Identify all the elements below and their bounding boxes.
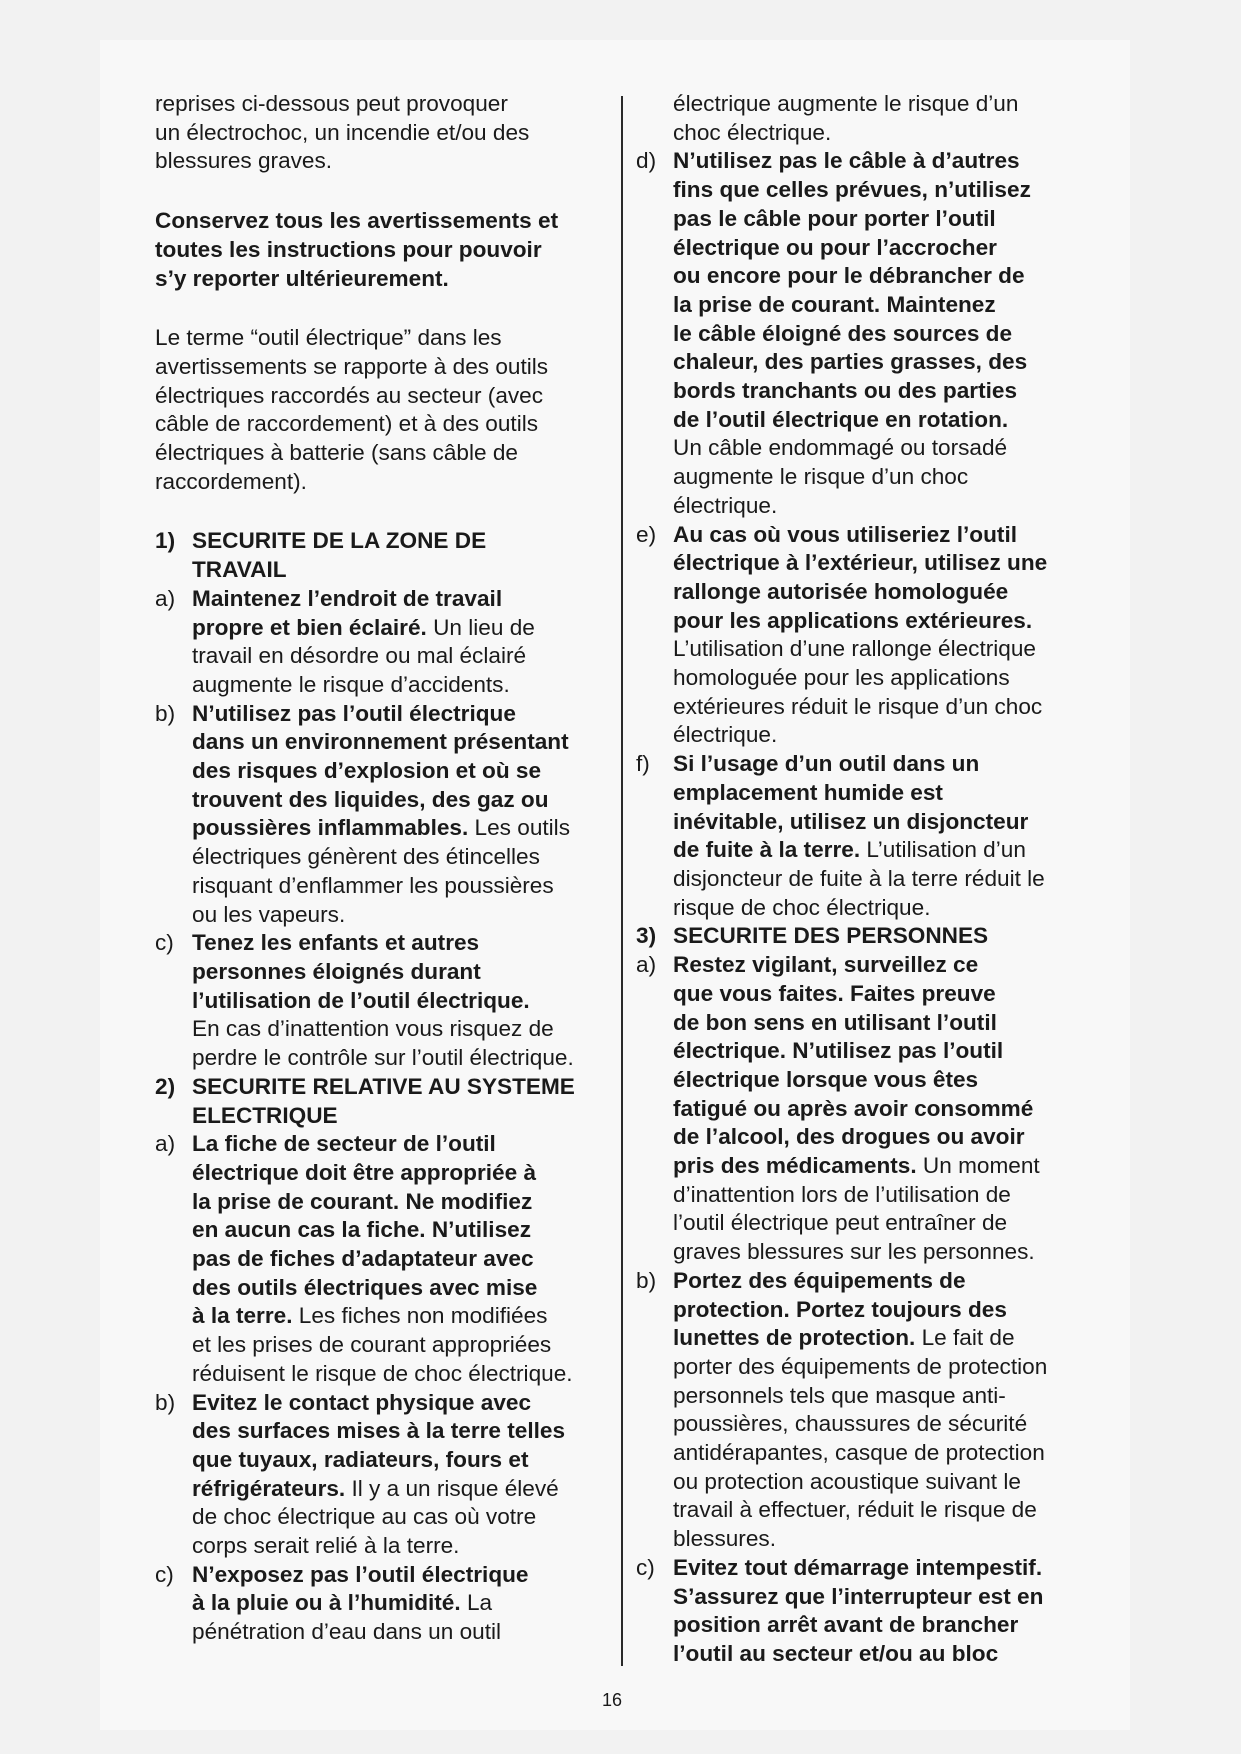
item-line [192,700,615,729]
item-line [192,958,615,987]
item-label: d) [636,148,657,174]
section-3-title-line: SECURITE DES PERSONNES [673,923,989,949]
item-line [673,176,1098,205]
item-bold-text: protection. Portez toujours des [673,1296,1007,1322]
item-line [673,291,1098,320]
item-line [673,1296,1098,1325]
item-bold-text: La fiche de secteur de l’outil [192,1131,496,1157]
intro-text-line: un électrochoc, un incendie et/ou des [155,119,530,145]
section-1-item [155,585,615,700]
spacer [155,293,615,324]
section-2-item [636,750,1098,922]
item-line [673,1583,1098,1612]
term-definition-line: Le terme “outil électrique” dans les [155,325,502,351]
item-line [673,1066,1098,1095]
item-bold-text: bords tranchants ou des parties [673,378,1018,404]
item-bold-text: poussières inflammables. [192,815,469,841]
keep-notice-line: s’y reporter ultérieurement. [155,265,449,291]
intro-text-line: blessures graves. [155,148,333,174]
item-normal-text: La [466,1590,493,1616]
item-bold-text: électrique. N’utilisez pas l’outil [673,1038,1004,1064]
item-line [673,1123,1098,1152]
continued-line: choc électrique. [673,119,832,145]
item-line [673,406,1098,435]
item-line [673,320,1098,349]
item-normal-line: homologuée pour les applications [673,665,1010,691]
term-definition [155,324,615,496]
item-line [673,205,1098,234]
item-bold-text: inévitable, utilisez un disjoncteur [673,808,1029,834]
item-label: b) [155,700,176,726]
spacer [155,496,615,527]
item-normal-text: Le fait de [921,1325,1015,1351]
item-bold-text: lunettes de protection. [673,1325,916,1351]
item-bold-text: personnes éloignés durant [192,958,481,984]
term-definition-line: électriques à batterie (sans câble de [155,440,518,466]
item-normal-line: électrique. [673,722,778,748]
item-bold-text: la prise de courant. Maintenez [673,291,996,317]
continued-text [636,90,1098,147]
item-line [192,929,615,958]
item-bold-text: Si l’usage d’un outil dans un [673,751,980,777]
term-definition-line: raccordement). [155,468,307,494]
section-2-heading [155,1073,615,1130]
item-normal-line: L’utilisation d’une rallonge électrique [673,636,1036,662]
item-bold-text: réfrigérateurs. [192,1475,346,1501]
item-line [192,1302,615,1331]
item-bold-text: à la pluie ou à l’humidité. [192,1590,461,1616]
section-3-item [636,1267,1098,1554]
item-line [673,1324,1098,1353]
item-label: a) [155,1131,176,1157]
item-line [673,549,1098,578]
item-bold-text: fatigué ou après avoir consommé [673,1095,1034,1121]
item-label: c) [155,1561,174,1587]
item-normal-line: et les prises de courant appropriées [192,1332,552,1358]
item-bold-text: N’utilisez pas l’outil électrique [192,700,516,726]
item-normal-line: travail à effectuer, réduit le risque de [673,1497,1037,1523]
right-column [636,90,1098,1669]
section-2-item [155,1130,615,1388]
item-bold-text: chaleur, des parties grasses, des [673,349,1028,375]
item-line [673,147,1098,176]
item-line [673,750,1098,779]
item-normal-line: d’inattention lors de l’utilisation de [673,1181,1011,1207]
item-line [192,1389,615,1418]
item-bold-text: dans un environnement présentant [192,729,569,755]
section-1-number: 1) [155,528,176,554]
left-column [155,90,615,1647]
item-bold-text: propre et bien éclairé. [192,614,427,640]
section-1-item [155,929,615,1073]
section-2-item [155,1561,615,1647]
item-normal-line: Un câble endommagé ou torsadé [673,435,1008,461]
item-normal-line: poussières, chaussures de sécurité [673,1411,1028,1437]
item-normal-line: risquant d’enflammer les poussières [192,872,554,898]
item-bold-text: pas le câble pour porter l’outil [673,205,996,231]
section-3-heading [636,922,1098,951]
item-bold-text: en aucun cas la fiche. N’utilisez [192,1217,532,1243]
section-3-item [636,951,1098,1267]
item-normal-text: Les outils [474,815,570,841]
item-bold-text: de fuite à la terre. [673,837,861,863]
item-line [673,348,1098,377]
section-2-item [155,1389,615,1561]
item-label: a) [636,952,657,978]
item-normal-line: antidérapantes, casque de protection [673,1440,1045,1466]
item-bold-text: électrique doit être appropriée à [192,1159,537,1185]
item-bold-text: la prise de courant. Ne modifiez [192,1188,533,1214]
item-line [673,836,1098,865]
item-bold-text: ou encore pour le débrancher de [673,263,1025,289]
section-2-title-line: ELECTRIQUE [192,1102,338,1128]
item-bold-text: l’utilisation de l’outil électrique. [192,987,530,1013]
item-normal-text: L’utilisation d’un [866,837,1026,863]
item-line [673,1152,1098,1181]
section-3-number: 3) [636,923,657,949]
item-bold-text: pris des médicaments. [673,1153,917,1179]
item-bold-text: Maintenez l’endroit de travail [192,585,503,611]
item-bold-text: S’assurez que l’interrupteur est en [673,1583,1044,1609]
item-line [192,814,615,843]
item-bold-text: de l’alcool, des drogues ou avoir [673,1124,1025,1150]
item-line [673,980,1098,1009]
item-bold-text: des surfaces mises à la terre telles [192,1418,566,1444]
item-line [673,1009,1098,1038]
item-normal-line: l’outil électrique peut entraîner de [673,1210,1008,1236]
item-bold-text: pas de fiches d’adaptateur avec [192,1246,534,1272]
item-label: f) [636,751,650,777]
item-line [192,1561,615,1590]
item-bold-text: N’exposez pas l’outil électrique [192,1561,529,1587]
item-bold-text: rallonge autorisée homologuée [673,578,1009,604]
item-normal-line: corps serait relié à la terre. [192,1533,460,1559]
item-line [192,728,615,757]
item-normal-text: Un moment [922,1153,1040,1179]
section-2-title-line: SECURITE RELATIVE AU SYSTEME [192,1073,575,1099]
column-divider [621,96,623,1666]
item-normal-line: En cas d’inattention vous risquez de [192,1016,554,1042]
item-normal-line: risque de choc électrique. [673,894,931,920]
item-line [192,1245,615,1274]
term-definition-line: électriques raccordés au secteur (avec [155,382,544,408]
item-normal-line: électrique. [673,492,778,518]
item-line [673,607,1098,636]
item-line [192,786,615,815]
item-line [673,1267,1098,1296]
item-line [192,1417,615,1446]
item-line [192,1274,615,1303]
item-bold-text: fins que celles prévues, n’utilisez [673,177,1031,203]
item-normal-text: Les fiches non modifiées [298,1303,548,1329]
item-bold-text: N’utilisez pas le câble à d’autres [673,148,1020,174]
item-line [673,521,1098,550]
item-bold-text: électrique ou pour l’accrocher [673,234,997,260]
section-2-number: 2) [155,1073,176,1099]
item-line [673,808,1098,837]
item-label: c) [636,1554,655,1580]
item-normal-text: Un lieu de [433,614,535,640]
keep-notice-line: Conservez tous les avertissements et [155,208,559,234]
item-line [673,578,1098,607]
item-normal-line: graves blessures sur les personnes. [673,1239,1035,1265]
keep-notice-line: toutes les instructions pour pouvoir [155,236,542,262]
keep-notice [155,207,615,293]
spacer [155,176,615,207]
item-bold-text: Portez des équipements de [673,1267,966,1293]
item-bold-text: de l’outil électrique en rotation. [673,406,1009,432]
item-line [192,1130,615,1159]
intro-text-line: reprises ci-dessous peut provoquer [155,91,508,116]
item-bold-text: que tuyaux, radiateurs, fours et [192,1446,529,1472]
section-2-item [636,147,1098,520]
item-line [673,1554,1098,1583]
page-number: 16 [602,1690,623,1710]
item-label: e) [636,521,657,547]
item-line [673,779,1098,808]
item-normal-text: Il y a un risque élevé [351,1475,559,1501]
item-line [192,614,615,643]
item-normal-line: ou les vapeurs. [192,901,346,927]
item-bold-text: Restez vigilant, surveillez ce [673,952,979,978]
item-bold-text: électrique à l’extérieur, utilisez une [673,550,1048,576]
item-line [192,1589,615,1618]
item-label: c) [155,930,174,956]
item-normal-line: de choc électrique au cas où votre [192,1504,537,1530]
section-1-title-line: TRAVAIL [192,557,287,583]
section-1-title-line: SECURITE DE LA ZONE DE [192,528,487,554]
item-normal-line: porter des équipements de protection [673,1353,1048,1379]
item-bold-text: que vous faites. Faites preuve [673,980,996,1006]
item-bold-text: Tenez les enfants et autres [192,930,480,956]
item-line [192,757,615,786]
item-bold-text: Evitez tout démarrage intempestif. [673,1554,1043,1580]
item-normal-line: ou protection acoustique suivant le [673,1468,1021,1494]
section-1-item [155,700,615,930]
item-line [192,987,615,1016]
item-line [192,585,615,614]
term-definition-line: câble de raccordement) et à des outils [155,411,539,437]
item-line [673,377,1098,406]
item-normal-line: travail en désordre ou mal éclairé [192,643,527,669]
item-line [673,262,1098,291]
item-normal-line: perdre le contrôle sur l’outil électrique. [192,1045,574,1071]
item-normal-line: augmente le risque d’accidents. [192,671,510,697]
item-bold-text: le câble éloigné des sources de [673,320,1013,346]
item-normal-line: électriques génèrent des étincelles [192,844,540,870]
item-label: a) [155,585,176,611]
item-line [673,1037,1098,1066]
item-label: b) [155,1389,176,1415]
item-bold-text: trouvent des liquides, des gaz ou [192,786,549,812]
item-line [192,1216,615,1245]
item-normal-line: augmente le risque d’un choc [673,464,969,490]
item-normal-line: disjoncteur de fuite à la terre réduit le [673,865,1045,891]
item-line [673,1611,1098,1640]
item-bold-text: des outils électriques avec mise [192,1274,538,1300]
item-bold-text: Au cas où vous utiliseriez l’outil [673,521,1017,547]
item-bold-text: l’outil au secteur et/ou au bloc [673,1640,999,1666]
item-normal-line: personnels tels que masque anti- [673,1382,1006,1408]
item-bold-text: à la terre. [192,1303,293,1329]
intro-text [155,90,615,176]
item-bold-text: pour les applications extérieures. [673,607,1033,633]
item-line [192,1188,615,1217]
item-bold-text: des risques d’explosion et où se [192,758,542,784]
section-2-item [636,521,1098,751]
item-line [673,1640,1098,1669]
item-bold-text: emplacement humide est [673,779,943,805]
item-line [192,1446,615,1475]
item-line [673,234,1098,263]
item-normal-line: réduisent le risque de choc électrique. [192,1360,573,1386]
item-line [192,1159,615,1188]
item-normal-line: blessures. [673,1526,776,1552]
item-line [673,1095,1098,1124]
item-bold-text: de bon sens en utilisant l’outil [673,1009,997,1035]
item-bold-text: Evitez le contact physique avec [192,1389,532,1415]
section-1-heading [155,527,615,584]
item-bold-text: position arrêt avant de brancher [673,1612,1019,1638]
item-bold-text: électrique lorsque vous êtes [673,1066,979,1092]
item-label: b) [636,1267,657,1293]
item-normal-line: extérieures réduit le risque d’un choc [673,693,1043,719]
term-definition-line: avertissements se rapporte à des outils [155,353,549,379]
continued-line: électrique augmente le risque d’un [673,91,1019,116]
item-line [673,951,1098,980]
section-3-item [636,1554,1098,1669]
item-normal-line: pénétration d’eau dans un outil [192,1619,502,1645]
item-line [192,1475,615,1504]
